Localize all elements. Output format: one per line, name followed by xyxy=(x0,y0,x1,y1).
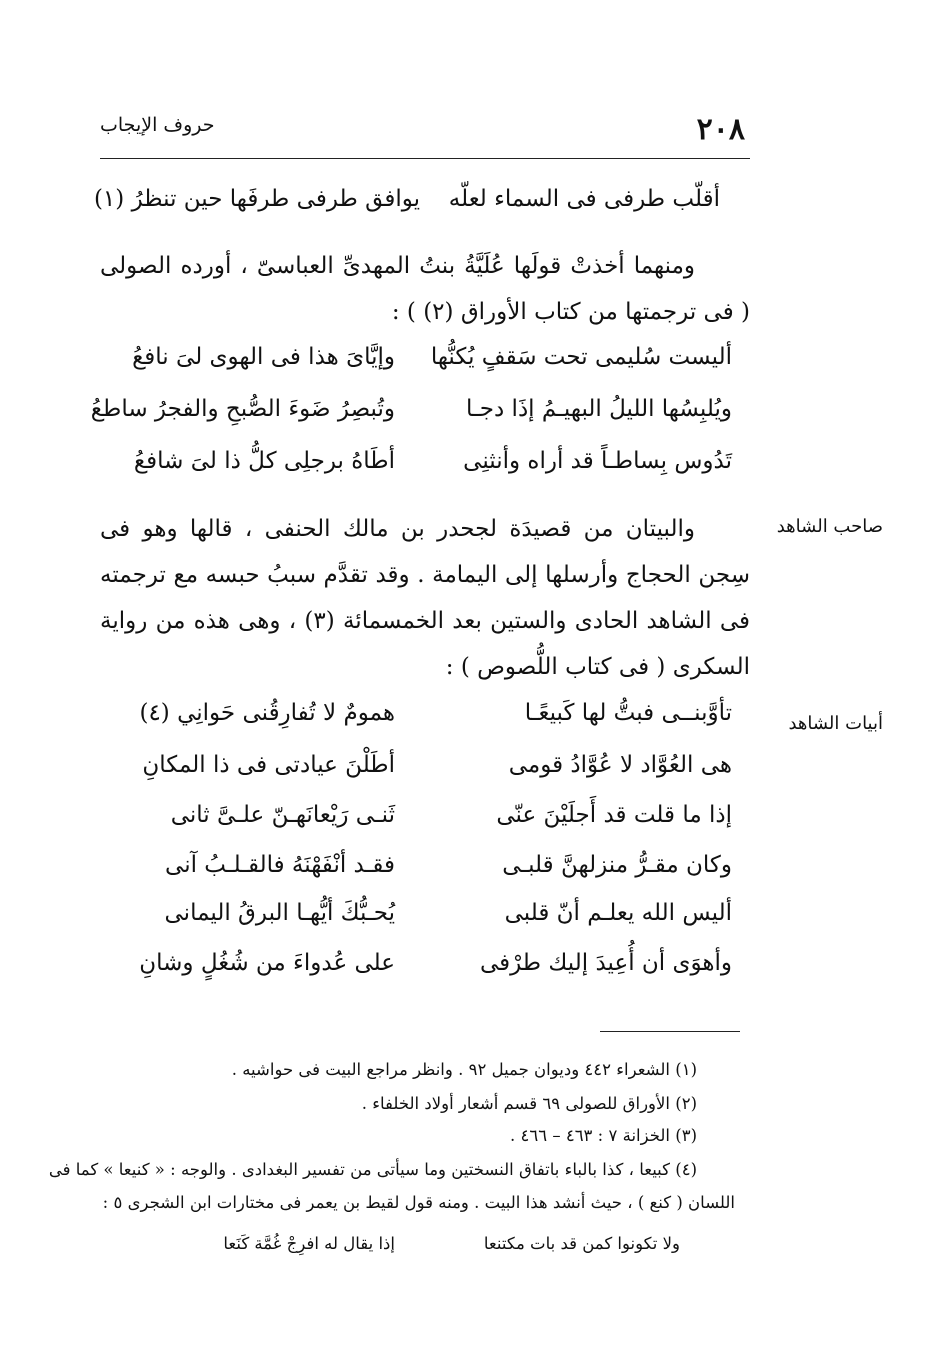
verse-line xyxy=(100,900,750,934)
verse-line xyxy=(100,448,750,482)
margin-note-verses: أبيات الشاهد xyxy=(788,713,883,734)
verse-line xyxy=(93,186,750,220)
verse-second-hemistich: على عُدواءَ من شُغُلٍ وشانِ xyxy=(139,950,395,976)
verse-first-hemistich: ولا تكونوا كمن قد بات مكتنعا xyxy=(483,1234,680,1253)
paragraph-source xyxy=(100,506,750,690)
footnote-verse xyxy=(100,1234,750,1262)
footnote-continuation: اللسان ( كنع ) ، حيث أنشد هذا البيت . ومنه قول لقيط بن يعمر فى مختارات ابن الشجرى ٥ : xyxy=(102,1193,735,1212)
verse-first-hemistich: وأهوَى أن أُعِيدَ إليك طرْفى xyxy=(479,950,732,976)
page-number: ٢٠٨ xyxy=(696,112,745,147)
margin-note-author: صاحب الشاهد xyxy=(776,516,883,537)
paragraph-text: ومنهما أخذتْ قولَها عُلَيَّةُ بنتُ المهدىِّ العباسىّ ، أورده الصولى ( فى ترجمتها من كتاب الأوراق (٢) ) : xyxy=(100,253,750,325)
verse-first-hemistich: هى العُوَّاد لا عُوَّادُ قومى xyxy=(508,752,732,778)
verse-first-hemistich: وكان مقـرُّ منزلهنَّ قلبـى xyxy=(502,852,732,878)
verse-line xyxy=(100,802,750,836)
verse-first-hemistich: أليس الله يعلـم أنّ قلبى xyxy=(504,900,732,926)
verse-second-hemistich: فقـد أنْفَهْنَهُ فالقـلـبُ آنى xyxy=(165,852,395,878)
verse-first-hemistich: تأوَّبنــى فبتُّ لها كَبيعًـا xyxy=(524,700,732,726)
verse-second-hemistich: وتُبصِرُ ضَوءَ الصُّبحِ والفجرُ ساطعُ xyxy=(90,396,395,422)
verse-second-hemistich: همومٌ لا تُفارِقُنى حَوانِي (٤) xyxy=(139,700,395,726)
verse-line xyxy=(100,852,750,886)
verse-second-hemistich: يُحـبُّكَ أيُّهـا البرقُ اليمانى xyxy=(164,900,395,926)
paragraph-intro xyxy=(100,243,750,335)
verse-first-hemistich: تَدُوس بِساطـاً قد أراه وأنثنِى xyxy=(463,448,732,474)
verse-first-hemistich: ويُلبِسُها الليلُ البهيـمُ إذَا دجـا xyxy=(466,396,732,422)
header-rule xyxy=(100,158,750,159)
verse-line xyxy=(100,344,750,378)
verse-second-hemistich: ثَنـى رَيْعانَهـنّ علـىَّ ثانى xyxy=(170,802,395,828)
verse-first-hemistich: أليست سُليمى تحت سَقفٍ يُكنُّها xyxy=(430,344,732,370)
verse-second-hemistich: وإيَّاىَ هذا فى الهوى لىَ نافعُ xyxy=(132,344,395,370)
verse-second-hemistich: إذا يقال له افرِجْ غُمَّة كَنَعا xyxy=(223,1234,395,1253)
verse-second-hemistich: أطَاهُ برجلِى كلُّ ذا لىَ شافعُ xyxy=(133,448,395,474)
running-head: حروف الإيجاب xyxy=(100,114,215,136)
footnote: (٢) الأوراق للصولى ٦٩ قسم أشعار أولاد الخلفاء . xyxy=(361,1094,697,1113)
verse-second-hemistich: يوافق طرفى طرفَها حين تنظرُ (١) xyxy=(93,186,420,212)
footnote: (٣) الخزانة ٧ : ٤٦٣ – ٤٦٦ . xyxy=(509,1126,697,1145)
verse-line xyxy=(90,396,750,430)
verse-first-hemistich: أقلّب طرفى فى السماء لعلّه xyxy=(448,186,720,212)
verse-second-hemistich: أطَلْنَ عيادتى فى ذا المكانِ xyxy=(142,752,395,778)
verse-line xyxy=(100,700,750,734)
footnote: (٤) كبيعا ، كذا بالباء باتفاق النسختين وما سيأتى من تفسير البغدادى . والوجه : « كنيعا » كما فى xyxy=(48,1160,697,1179)
paragraph-text: والبيتان من قصيدَة لجحدر بن مالك الحنفى ، قالها وهو فى سِجن الحجاج وأرسلها إلى اليمامة . وقد تقدَّم سببُ حبسه مع ترجمته فى الشاهد الحادى والستين بعد الخمسمائة (٣) ، وهى هذه من رواية السكرى ( فى كتاب اللُّصوص ) : xyxy=(100,516,750,680)
verse-line xyxy=(100,950,750,984)
footnote: (١) الشعراء ٤٤٢ وديوان جميل ٩٢ . وانظر مراجع البيت فى حواشيه . xyxy=(231,1060,697,1079)
verse-first-hemistich: إذا ما قلت قد أَجلَيْنَ عنّى xyxy=(496,802,732,828)
verse-line xyxy=(100,752,750,786)
footnote-rule xyxy=(600,1031,740,1032)
